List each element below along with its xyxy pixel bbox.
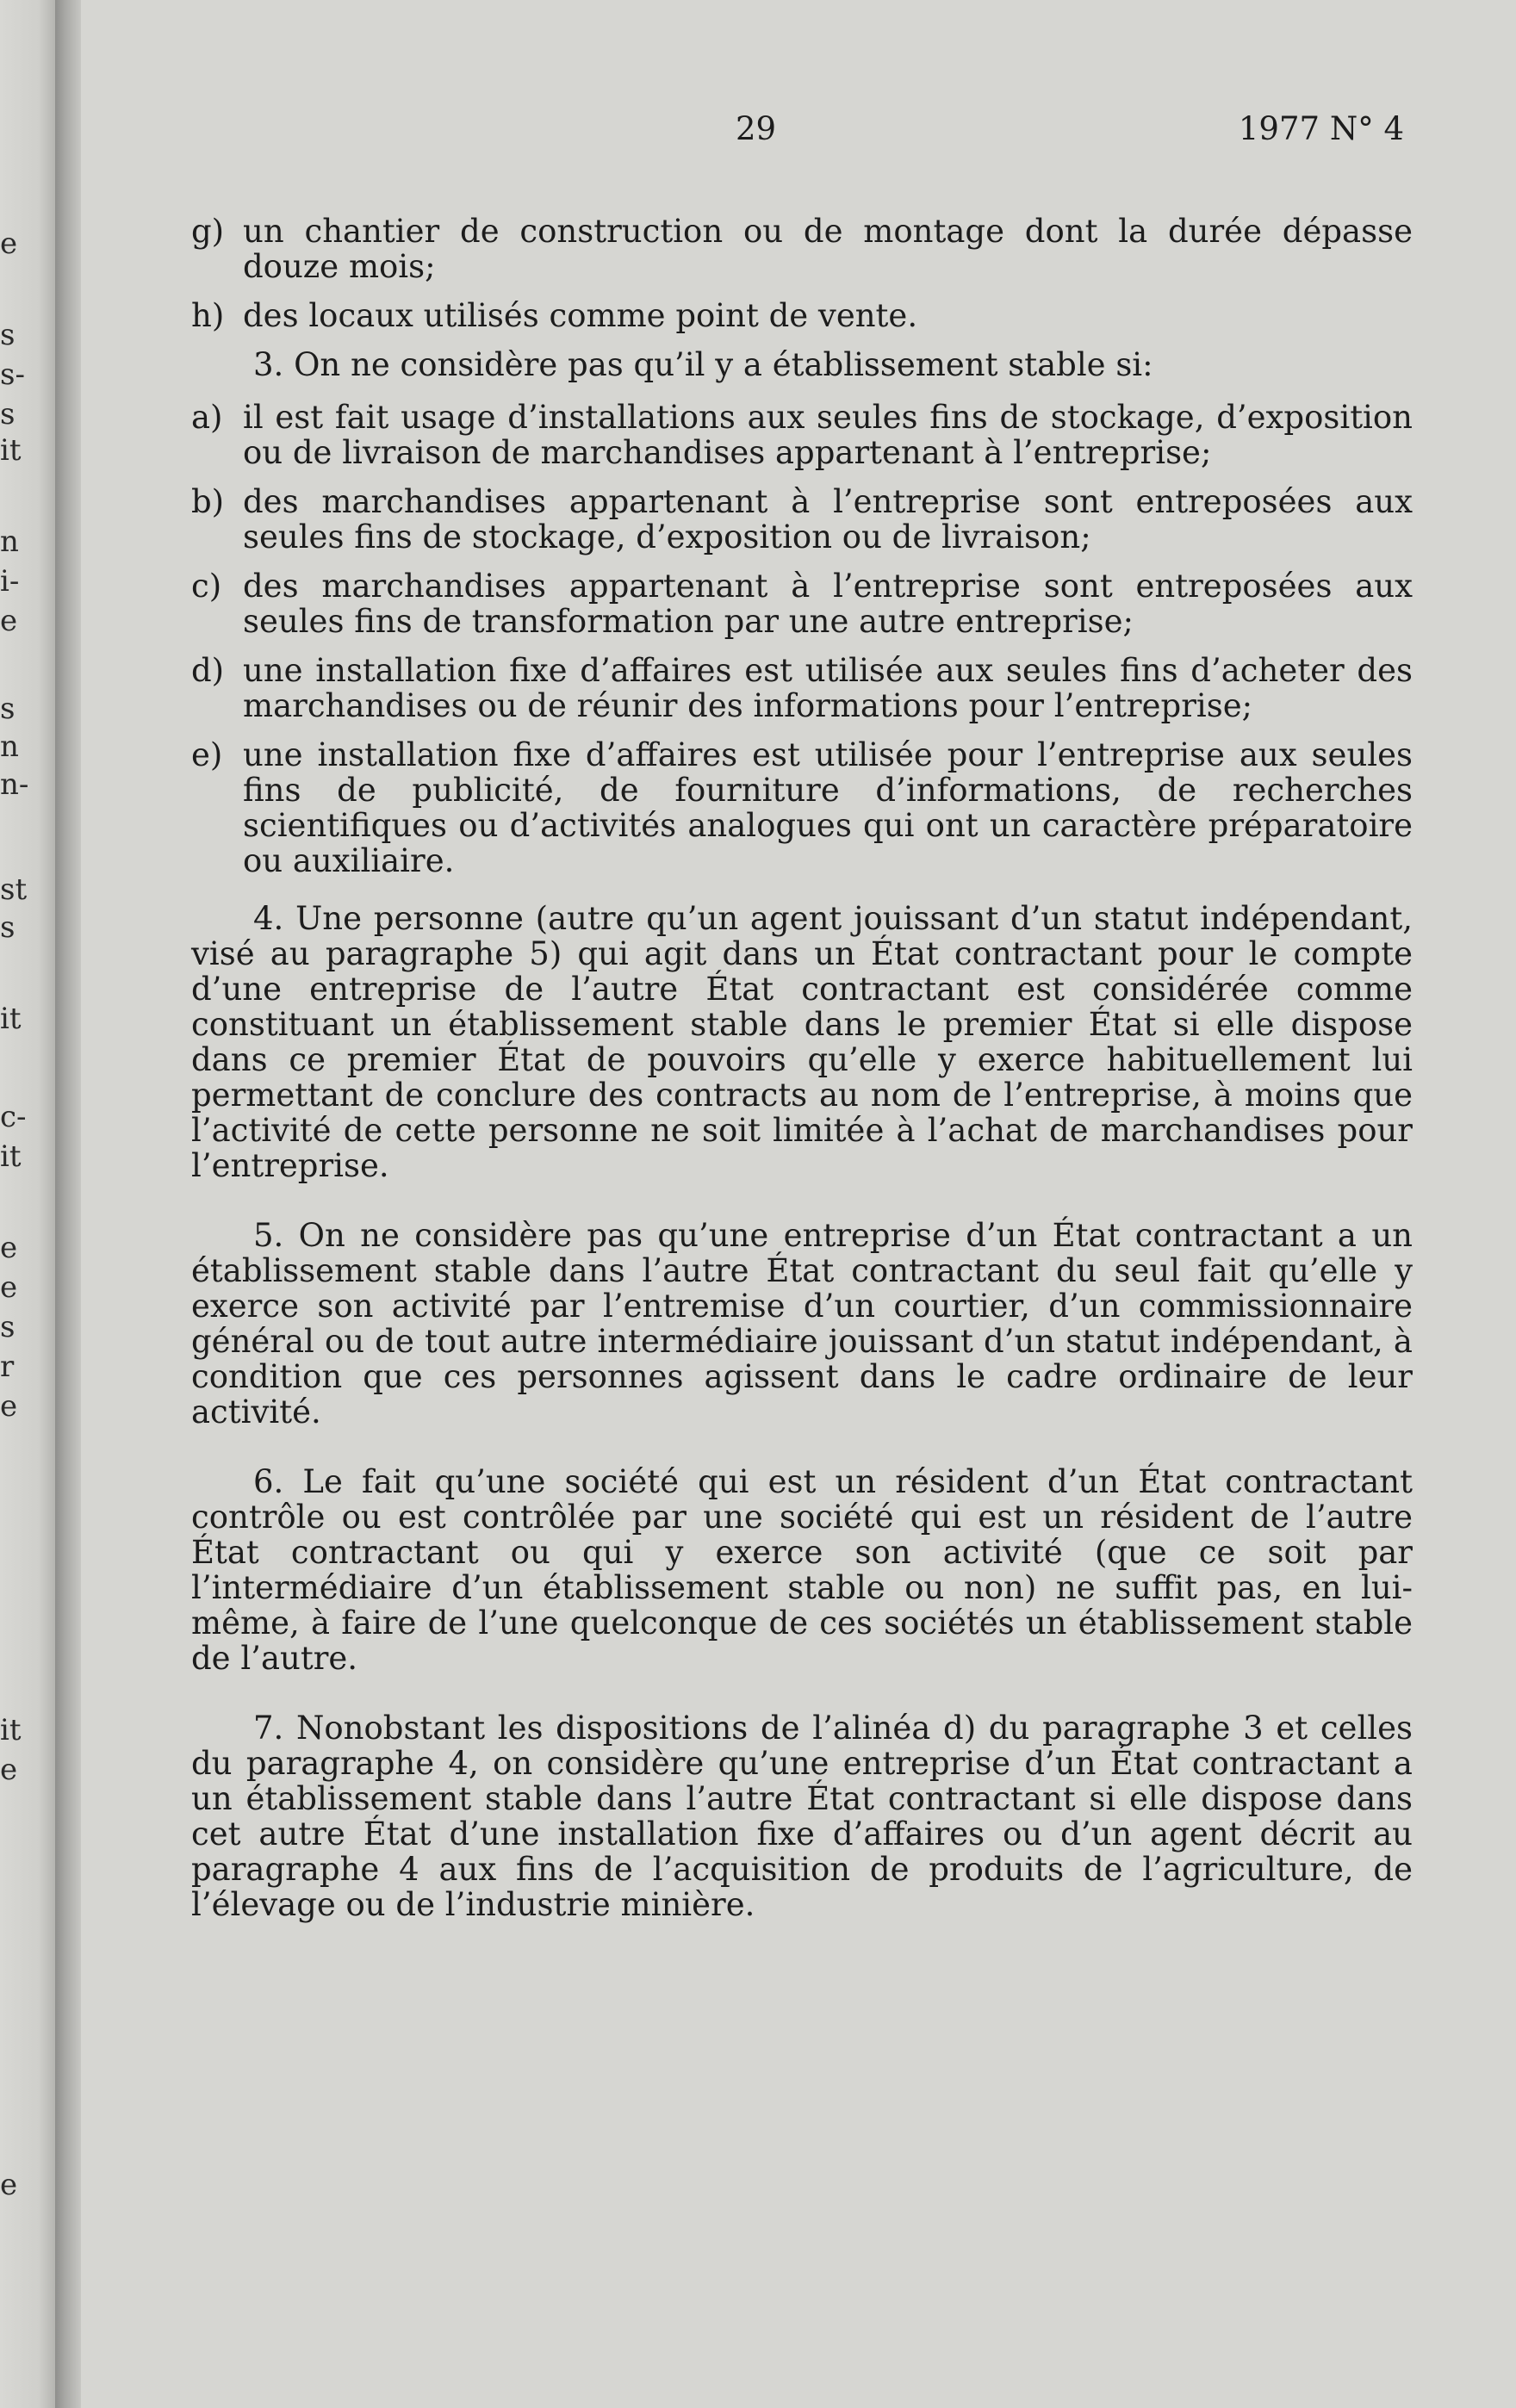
left-page-fragment: e: [0, 1753, 18, 1787]
item-text: un chantier de construction ou de montage dont la durée dépasse douze mois;: [243, 213, 1413, 285]
item-marker: h): [191, 297, 225, 334]
left-page-fragment: s-: [0, 357, 25, 392]
left-page-fragment: e: [0, 604, 18, 638]
left-page-fragment: e: [0, 1270, 18, 1305]
list-item: [191, 653, 1413, 723]
left-page-fragment: c-: [0, 1100, 27, 1134]
item-marker: b): [191, 483, 225, 520]
paragraph-4: 4. Une personne (autre qu’un agent jouissant d’un statut indépendant, visé au paragraphe 5) qui agit dans un État contractant pour le compte d’une entreprise de l’autre État contractant est considérée comme constituant un établissement stable dans le premier État si elle dispose dans ce premier État de pouvoirs qu’elle y exerce habituellement lui permettant de conclure des contracts au nom de l’entreprise, à moins que l’activité de cette personne ne soit limitée à l’achat de marchandises pour l’entreprise.: [191, 900, 1413, 1184]
list-item: [191, 214, 1413, 284]
left-page-fragment: e: [0, 2168, 18, 2202]
book-gutter: [55, 0, 81, 2408]
paragraph-5: 5. On ne considère pas qu’une entreprise d’un État contractant a un établissement stable dans l’autre État contractant du seul fait qu’elle y exerce son activité par l’entremise d’un courtier, d’un commissionnaire général ou de tout autre intermédiaire jouissant d’un statut indépendant, à condition que ces personnes agissent dans le cadre ordinaire de leur activité.: [191, 1217, 1413, 1431]
document-page: [81, 0, 1516, 2408]
item-text: une installation fixe d’affaires est utilisée aux seules fins d’acheter des marchandises ou de réunir des informations pour l’entreprise;: [243, 652, 1413, 724]
left-page-fragment: r: [0, 1350, 15, 1384]
item-marker: c): [191, 568, 222, 605]
issue-label: 1977 N° 4: [1238, 110, 1404, 147]
page-header: [81, 110, 1516, 153]
item-text: il est fait usage d’installations aux seules fins de stockage, d’exposition ou de livraison de marchandises appartenant à l’entreprise;: [243, 399, 1413, 471]
left-page-fragment: n: [0, 729, 19, 764]
page-number: 29: [736, 110, 777, 147]
item-marker: g): [191, 213, 225, 250]
left-page-fragment: st: [0, 872, 28, 907]
list-item: [191, 400, 1413, 470]
left-page-fragment: it: [0, 1002, 22, 1036]
left-page-fragment: s: [0, 397, 16, 431]
item-marker: a): [191, 399, 223, 436]
left-page-fragment: it: [0, 1139, 22, 1174]
item-text: des marchandises appartenant à l’entreprise sont entreposées aux seules fins de stockage, d’exposition ou de livraison;: [243, 483, 1413, 555]
list-item: [191, 737, 1413, 878]
left-page-fragment: n: [0, 524, 19, 559]
list-item: [191, 568, 1413, 639]
list-item: [191, 484, 1413, 555]
page-body: [191, 214, 1413, 1957]
item-text: des marchandises appartenant à l’entreprise sont entreposées aux seules fins de transformation par une autre entreprise;: [243, 568, 1413, 640]
left-page-fragment: s: [0, 1310, 16, 1344]
left-page-fragment: i-: [0, 564, 20, 599]
item-text: une installation fixe d’affaires est utilisée pour l’entreprise aux seules fins de publicité, de fourniture d’informations, de recherches scientifiques ou d’activités analogues qui ont un caractère préparatoire ou auxiliaire.: [243, 736, 1413, 879]
item-marker: e): [191, 736, 223, 773]
left-page-fragment: e: [0, 1231, 18, 1265]
paragraph-3-intro: 3. On ne considère pas qu’il y a établissement stable si:: [253, 346, 1153, 383]
left-page-fragment: it: [0, 433, 22, 468]
left-page-fragment: n-: [0, 767, 29, 802]
item-marker: d): [191, 652, 225, 689]
left-page-edge: [0, 0, 55, 2408]
left-page-fragment: s: [0, 692, 16, 726]
left-page-fragment: e: [0, 227, 18, 261]
left-page-fragment: s: [0, 318, 16, 352]
list-item: [191, 298, 1413, 333]
paragraph-6: 6. Le fait qu’une société qui est un résident d’un État contractant contrôle ou est contrôlée par une société qui est un résident de l’autre État contractant ou qui y exerce son activité (que ce soit par l’intermédiaire d’un établissement stable ou non) ne suffit pas, en lui-même, à faire de l’une quelconque de ces sociétés un établissement stable de l’autre.: [191, 1463, 1413, 1677]
left-page-fragment: e: [0, 1389, 18, 1424]
left-page-fragment: it: [0, 1713, 22, 1747]
paragraph-7: 7. Nonobstant les dispositions de l’alinéa d) du paragraphe 3 et celles du paragraphe 4, on considère qu’une entreprise d’un État contractant a un établissement stable dans l’autre État contractant si elle dispose dans cet autre État d’une installation fixe d’affaires ou d’un agent décrit au paragraphe 4 aux fins de l’acquisition de produits de l’agriculture, de l’élevage ou de l’industrie minière.: [191, 1710, 1413, 1923]
item-text: des locaux utilisés comme point de vente.: [243, 297, 918, 334]
left-page-fragment: s: [0, 910, 16, 945]
